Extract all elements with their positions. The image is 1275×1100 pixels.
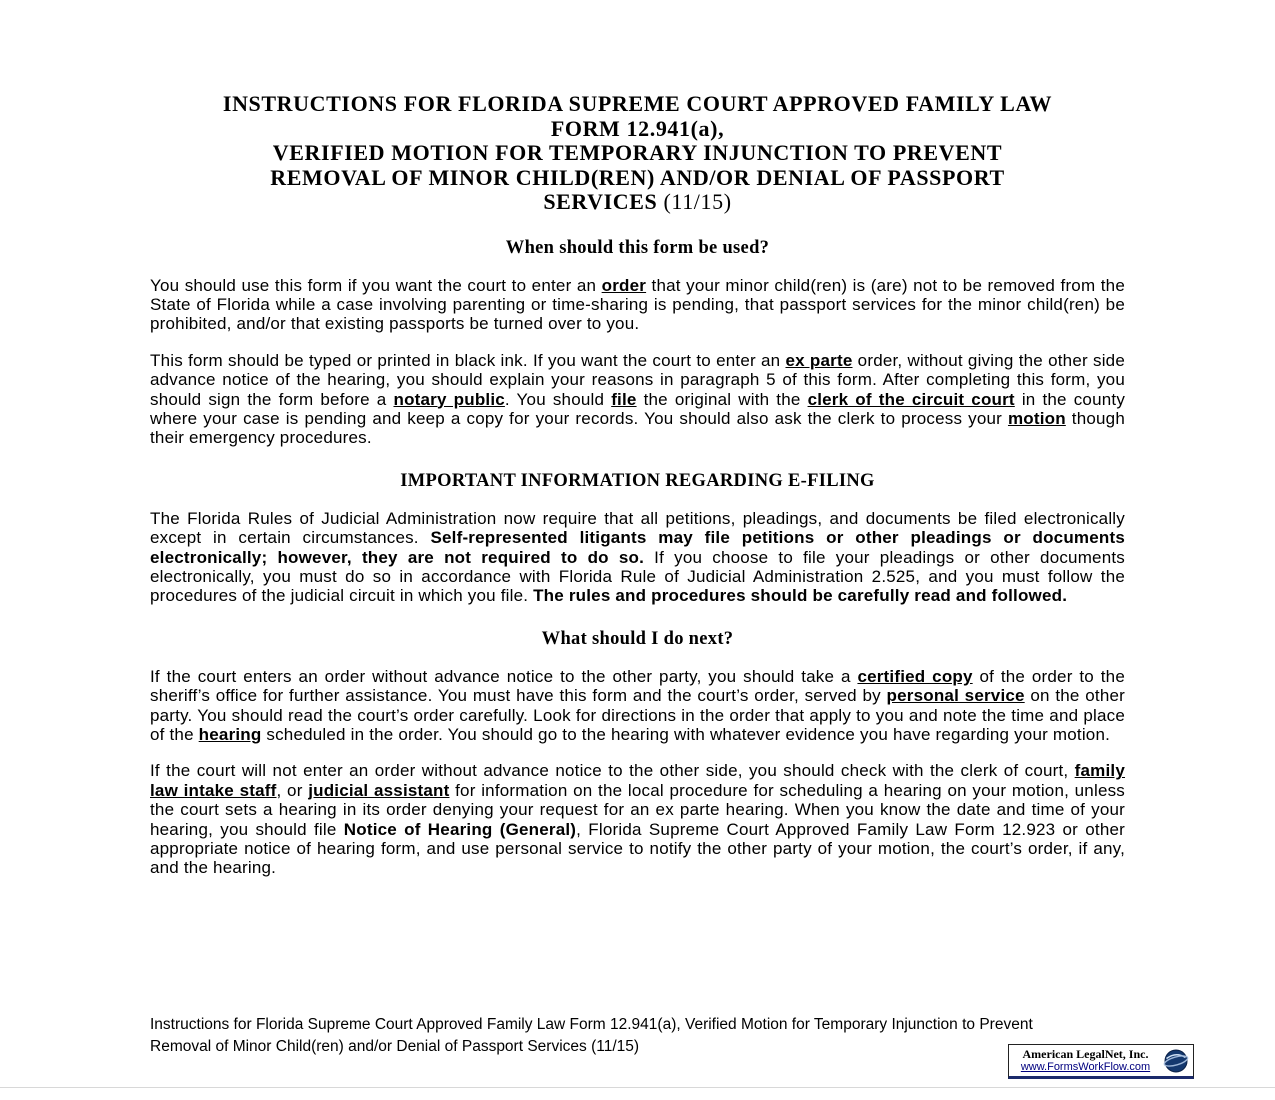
text-segment: family law intake staff [150, 761, 1125, 800]
text-segment: If the court enters an order without advance notice to the other party, you should take a [150, 666, 858, 686]
section-heading: What should I do next? [541, 628, 734, 649]
text-segment: If the court will not enter an order without advance notice to the other side, you should check with the clerk of court, [150, 761, 1075, 781]
text-segment: of the order to the sheriff’s office for further assistance. You must have this form and the court’s order, served by [150, 666, 1125, 706]
text-segment: The Florida Rules of Judicial Administration now require that all petitions, pleadings, and documents be filed electronically except in certain circumstances. [150, 508, 1125, 548]
title-line [150, 166, 1125, 191]
text-segment: notary public [393, 389, 505, 409]
text-segment: , Florida Supreme Court Approved Family Law Form 12.923 or other appropriate notice of hearing form, and use personal service to notify the other party of your motion, the court’s order, if any, and the hearing. [150, 819, 1125, 878]
paragraph [150, 509, 1125, 606]
paragraph [150, 667, 1125, 745]
title-line [150, 92, 1125, 117]
text-segment: for information on the local procedure for scheduling a hearing on your motion, unless the court sets a hearing in its order denying your request for an ex parte hearing. When you know the date and time of your hearing, you should file [150, 780, 1125, 839]
text-segment: in the county where your case is pending and keep a copy for your records. You should also ask the clerk to process your [150, 389, 1126, 428]
text-segment: (11/15) [663, 189, 732, 214]
text-segment: judicial assistant [308, 780, 450, 800]
text-segment: though their emergency procedures. [150, 408, 1125, 448]
text-segment: Self-represented litigants may file petitions or other pleadings or documents electronically; however, they are not required to do so. [150, 528, 1125, 567]
paragraph [150, 761, 1125, 877]
branding-company-name: American LegalNet, Inc. [1022, 1047, 1149, 1061]
text-segment: personal service [886, 686, 1025, 706]
american-legalnet-branding [1008, 1044, 1194, 1079]
footer-form-identifier: Instructions for Florida Supreme Court Approved Family Law Form 12.941(a), Verified Motion for Temporary Injunction to Prevent Removal of Minor Child(ren) and/or Denial of Passport Services (11/15) [150, 1016, 1033, 1055]
title-line [150, 117, 1125, 142]
text-segment: file [611, 389, 637, 409]
title-line [150, 141, 1125, 166]
text-segment: This form should be typed or printed in black ink. If you want the court to enter an [150, 350, 786, 370]
text-segment: the original with the [636, 389, 808, 409]
text-segment: certified copy [857, 666, 973, 686]
text-segment: clerk of the circuit court [807, 389, 1015, 409]
text-segment: FORM 12.941(a), [550, 115, 725, 141]
text-segment: REMOVAL OF MINOR CHILD(REN) AND/OR DENIAL OF PASSPORT [270, 164, 1005, 190]
text-segment: order [601, 275, 647, 295]
text-segment: INSTRUCTIONS FOR FLORIDA SUPREME COURT APPROVED FAMILY LAW [222, 91, 1053, 116]
text-segment: SERVICES [543, 189, 664, 214]
document-title [150, 92, 1125, 215]
text-segment: that your minor child(ren) is (are) not to be removed from the State of Florida while a case involving parenting or time-sharing is pending, that passport services for the minor child(ren) be prohibited, and/or that existing passports be turned over to you. [150, 275, 1125, 334]
text-segment: Notice of Hearing (General) [343, 819, 577, 839]
text-segment: ex parte [785, 350, 853, 370]
paragraph [150, 351, 1125, 448]
section-efiling-information [150, 471, 1125, 606]
paragraph [150, 276, 1125, 334]
section-what-should-i-do-next [150, 629, 1125, 878]
text-segment: , or [276, 780, 309, 800]
text-segment: If you choose to file your pleadings or other documents electronically, you must do so in accordance with Florida Rule of Judicial Administration 2.525, and you must follow the procedures of the judicial circuit in which you file. [150, 547, 1125, 606]
section-heading: When should this form be used? [505, 237, 770, 258]
branding-text [1013, 1047, 1158, 1074]
page-edge-divider [0, 1087, 1275, 1088]
title-line [150, 190, 1125, 215]
text-segment: scheduled in the order. You should go to the hearing with whatever evidence you have regarding your motion. [261, 725, 1111, 744]
section-when-should-form-be-used [150, 238, 1125, 448]
text-segment: on the other party. You should read the court’s order carefully. Look for directions in the order that apply to you and note the time and place of the [150, 686, 1125, 744]
text-segment: The rules and procedures should be carefully read and followed. [533, 586, 1068, 606]
text-segment: motion [1007, 408, 1066, 428]
text-segment: . You should [504, 389, 612, 409]
text-segment: hearing [198, 725, 262, 744]
branding-box [1008, 1044, 1194, 1079]
text-segment: order, without giving the other side advance notice of the hearing, you should explain your reasons in paragraph 5 of this form. After completing this form, you should sign the form before a [150, 350, 1125, 409]
text-segment: You should use this form if you want the court to enter an [150, 275, 602, 295]
branding-website-link[interactable]: www.FormsWorkFlow.com [1020, 1061, 1151, 1073]
globe-icon [1163, 1048, 1189, 1074]
section-heading: IMPORTANT INFORMATION REGARDING E-FILING [400, 470, 875, 491]
text-segment: VERIFIED MOTION FOR TEMPORARY INJUNCTION TO PREVENT [272, 140, 1003, 165]
